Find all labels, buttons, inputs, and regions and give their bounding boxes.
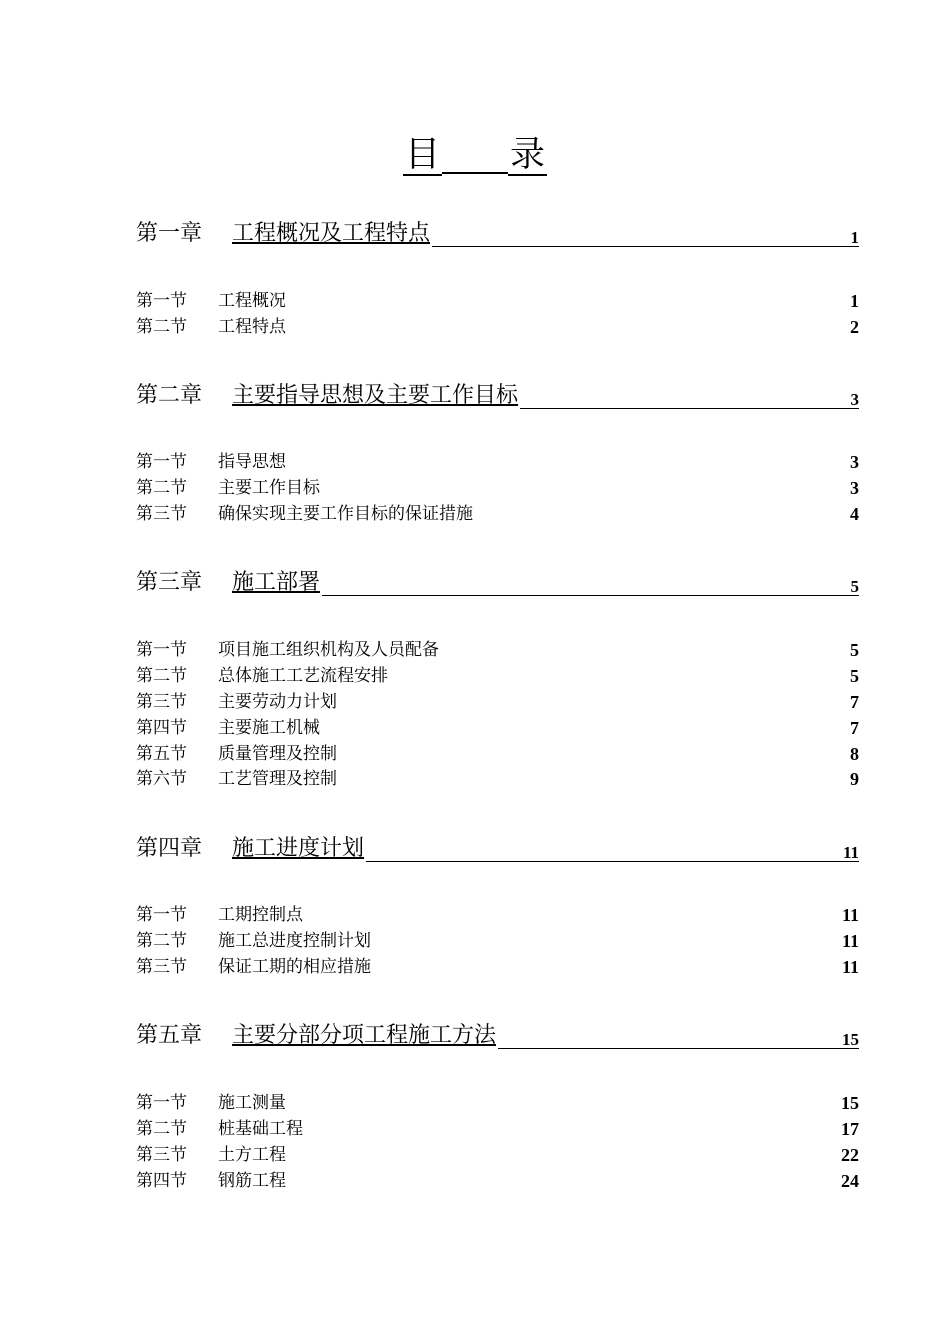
section-page-number: 3 <box>850 478 859 498</box>
section-page-number: 7 <box>850 718 859 738</box>
section-number: 第一节 <box>136 291 187 311</box>
toc-chapter-1[interactable] <box>136 216 859 247</box>
toc-section[interactable] <box>136 742 859 766</box>
section-page-number: 11 <box>841 905 859 925</box>
section-title: 工艺管理及控制 <box>218 769 337 789</box>
toc-chapter-4[interactable] <box>136 831 859 862</box>
section-page-number: 22 <box>841 1145 859 1165</box>
section-title: 工程特点 <box>218 317 286 337</box>
section-title: 工程概况 <box>218 291 286 311</box>
section-number: 第四节 <box>136 718 187 738</box>
section-title: 保证工期的相应措施 <box>218 957 371 977</box>
section-title: 指导思想 <box>218 452 286 472</box>
section-page-number: 9 <box>850 769 859 789</box>
chapter-title: 施工进度计划 <box>232 836 365 861</box>
section-number: 第一节 <box>136 1093 187 1113</box>
chapter-label <box>136 835 366 863</box>
chapter-label <box>136 569 322 597</box>
section-title: 确保实现主要工作目标的保证措施 <box>218 504 473 524</box>
chapter-title: 主要指导思想及主要工作目标 <box>232 383 519 408</box>
section-number: 第一节 <box>136 905 187 925</box>
section-title: 主要施工机械 <box>218 718 320 738</box>
toc-section[interactable] <box>136 903 859 927</box>
chapter-label <box>136 382 520 410</box>
chapter-title: 施工部署 <box>232 570 321 595</box>
toc-section[interactable] <box>136 476 859 500</box>
section-page-number: 17 <box>841 1119 859 1139</box>
toc-section[interactable] <box>136 289 859 313</box>
toc-section[interactable] <box>136 638 859 662</box>
section-number: 第三节 <box>136 1145 187 1165</box>
section-title: 钢筋工程 <box>218 1171 286 1191</box>
section-page-number: 11 <box>841 957 859 977</box>
section-title: 项目施工组织机构及人员配备 <box>218 640 439 660</box>
section-page-number: 5 <box>850 640 859 660</box>
section-number: 第三节 <box>136 692 187 712</box>
toc-title-left: 目 <box>404 135 440 175</box>
section-page-number: 1 <box>850 291 859 311</box>
chapter-page-number: 3 <box>850 390 859 409</box>
toc-title-gap <box>442 134 508 174</box>
chapter-title: 主要分部分项工程施工方法 <box>232 1023 497 1048</box>
section-number: 第二节 <box>136 317 187 337</box>
section-number: 第一节 <box>136 640 187 660</box>
chapter-page-number: 11 <box>842 843 859 862</box>
toc-section[interactable] <box>136 716 859 740</box>
toc-section[interactable] <box>136 1117 859 1141</box>
section-number: 第三节 <box>136 957 187 977</box>
toc-section[interactable] <box>136 502 859 526</box>
toc-section[interactable] <box>136 1143 859 1167</box>
toc-title <box>0 134 950 176</box>
section-number: 第二节 <box>136 478 187 498</box>
section-title: 主要劳动力计划 <box>218 692 337 712</box>
section-title: 桩基础工程 <box>218 1119 303 1139</box>
toc-section[interactable] <box>136 664 859 688</box>
section-page-number: 8 <box>850 744 859 764</box>
toc-section[interactable] <box>136 1091 859 1115</box>
section-number: 第二节 <box>136 931 187 951</box>
toc-section[interactable] <box>136 1169 859 1193</box>
section-title: 施工测量 <box>218 1093 286 1113</box>
section-page-number: 2 <box>850 317 859 337</box>
toc-section[interactable] <box>136 315 859 339</box>
section-page-number: 5 <box>850 666 859 686</box>
section-page-number: 7 <box>850 692 859 712</box>
chapter-number: 第四章 <box>136 836 203 861</box>
section-title: 工期控制点 <box>218 905 303 925</box>
section-page-number: 24 <box>841 1171 859 1191</box>
section-title: 总体施工工艺流程安排 <box>218 666 388 686</box>
section-title: 质量管理及控制 <box>218 744 337 764</box>
section-number: 第六节 <box>136 769 187 789</box>
section-title: 主要工作目标 <box>218 478 320 498</box>
toc-title-right: 录 <box>510 135 546 175</box>
section-title: 土方工程 <box>218 1145 286 1165</box>
chapter-page-number: 15 <box>842 1030 859 1049</box>
section-number: 第三节 <box>136 504 187 524</box>
section-page-number: 15 <box>841 1093 859 1113</box>
section-number: 第四节 <box>136 1171 187 1191</box>
chapter-label <box>136 1022 498 1050</box>
chapter-label <box>136 220 432 248</box>
chapter-page-number: 5 <box>850 577 859 596</box>
section-title: 施工总进度控制计划 <box>218 931 371 951</box>
chapter-number: 第一章 <box>136 221 203 246</box>
chapter-title: 工程概况及工程特点 <box>232 221 431 246</box>
toc-chapter-2[interactable] <box>136 378 859 409</box>
section-number: 第五节 <box>136 744 187 764</box>
chapter-number: 第五章 <box>136 1023 203 1048</box>
section-page-number: 4 <box>850 504 859 524</box>
toc-section[interactable] <box>136 929 859 953</box>
toc-chapter-3[interactable] <box>136 565 859 596</box>
chapter-number: 第二章 <box>136 383 203 408</box>
toc-section[interactable] <box>136 450 859 474</box>
section-page-number: 3 <box>850 452 859 472</box>
toc-section[interactable] <box>136 690 859 714</box>
toc-chapter-5[interactable] <box>136 1018 859 1049</box>
section-number: 第二节 <box>136 1119 187 1139</box>
toc-section[interactable] <box>136 767 859 791</box>
chapter-number: 第三章 <box>136 570 203 595</box>
chapter-page-number: 1 <box>850 228 859 247</box>
section-number: 第二节 <box>136 666 187 686</box>
toc-section[interactable] <box>136 955 859 979</box>
section-number: 第一节 <box>136 452 187 472</box>
section-page-number: 11 <box>841 931 859 951</box>
